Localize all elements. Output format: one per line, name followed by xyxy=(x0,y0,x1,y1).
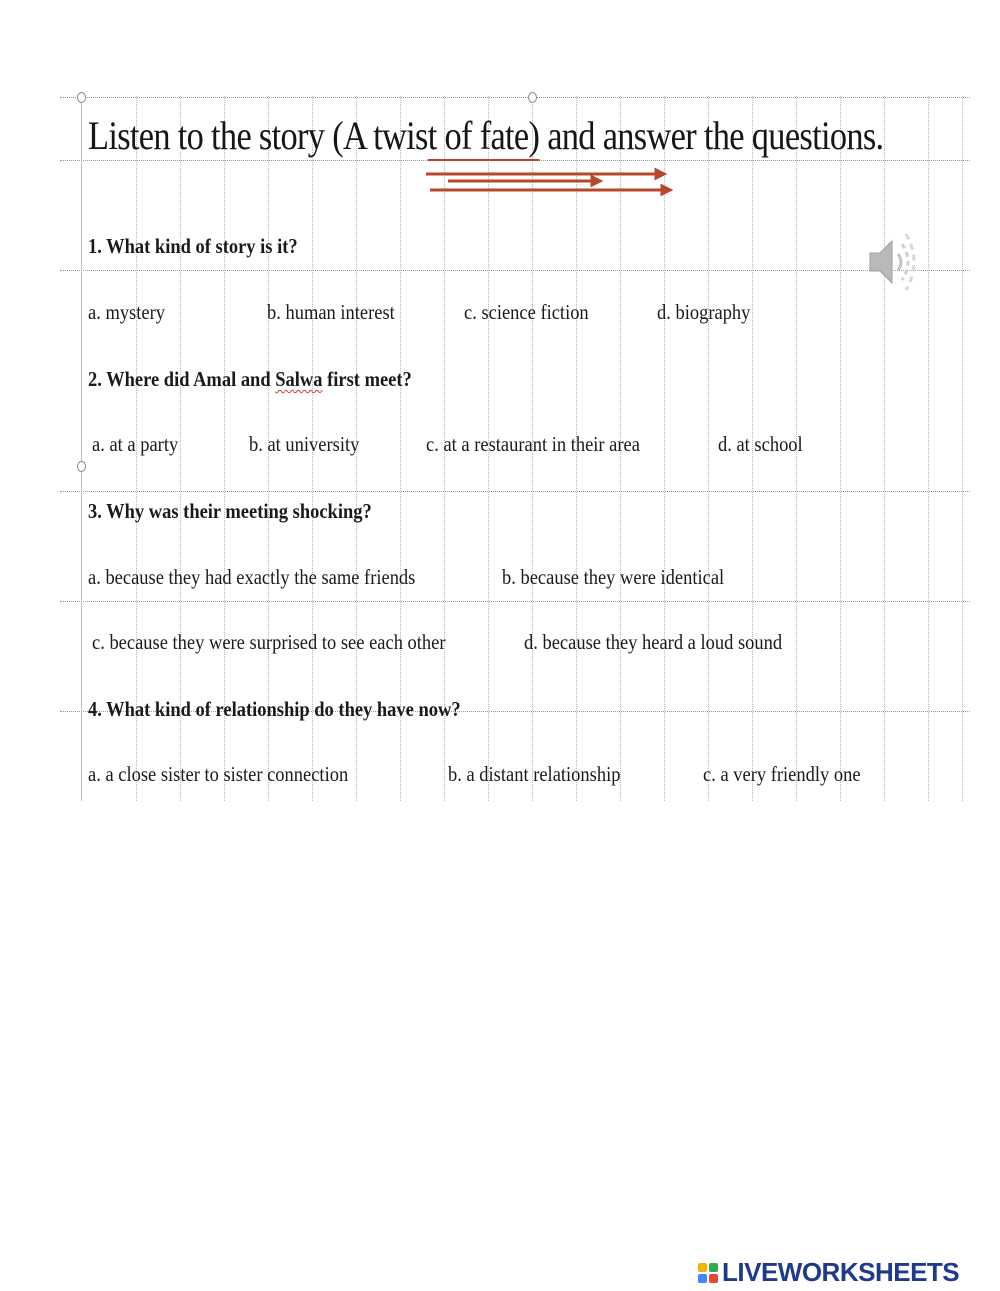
option-2c[interactable]: c. at a restaurant in their area xyxy=(426,432,640,456)
logo-square xyxy=(709,1274,718,1283)
brand-logo[interactable] xyxy=(698,1257,959,1288)
page-title xyxy=(88,112,883,159)
title-text-end: and answer the questions. xyxy=(539,113,884,158)
option-1a[interactable]: a. mystery xyxy=(88,300,165,324)
logo-square xyxy=(698,1263,707,1272)
option-4a[interactable]: a. a close sister to sister connection xyxy=(88,762,349,786)
option-3c[interactable]: c. because they were surprised to see each other xyxy=(92,630,446,654)
question-1: 1. What kind of story is it? xyxy=(88,234,298,258)
grid-line xyxy=(840,96,841,801)
grid-line xyxy=(928,96,929,801)
grid-line xyxy=(81,96,82,801)
option-3b[interactable]: b. because they were identical xyxy=(502,565,725,589)
grid-line xyxy=(180,96,181,801)
logo-square xyxy=(709,1263,718,1272)
resize-handle[interactable] xyxy=(528,92,537,103)
option-2a[interactable]: a. at a party xyxy=(92,432,179,456)
grid-line xyxy=(708,96,709,801)
speaker-icon[interactable] xyxy=(864,226,920,298)
arrow-head xyxy=(592,177,600,185)
option-4c[interactable]: c. a very friendly one xyxy=(703,762,861,786)
option-2d[interactable]: d. at school xyxy=(718,432,803,456)
option-3d[interactable]: d. because they heard a loud sound xyxy=(524,630,783,654)
spellcheck-mark: Salwa xyxy=(275,367,323,391)
grid-line xyxy=(884,96,885,801)
grid-line xyxy=(664,96,665,801)
grid-line xyxy=(60,97,970,98)
grid-line xyxy=(962,96,963,801)
question-2-text-end: first meet? xyxy=(322,367,412,391)
grid-line xyxy=(60,601,970,602)
grid-line xyxy=(400,96,401,801)
question-2 xyxy=(88,367,412,392)
option-1b[interactable]: b. human interest xyxy=(267,300,395,324)
question-3: 3. Why was their meeting shocking? xyxy=(88,499,372,523)
arrow-head xyxy=(656,170,664,178)
option-1c[interactable]: c. science fiction xyxy=(464,300,589,324)
resize-handle[interactable] xyxy=(77,461,86,472)
grid-line xyxy=(60,270,970,271)
option-1d[interactable]: d. biography xyxy=(657,300,751,324)
brand-logo-icon xyxy=(698,1263,718,1283)
grid-line xyxy=(60,491,970,492)
option-4b[interactable]: b. a distant relationship xyxy=(448,762,621,786)
logo-square xyxy=(698,1274,707,1283)
annotation-arrows xyxy=(420,166,680,198)
question-4: 4. What kind of relationship do they have now? xyxy=(88,697,461,721)
option-3a[interactable]: a. because they had exactly the same friends xyxy=(88,565,416,589)
question-2-text: 2. Where did Amal and xyxy=(88,367,276,391)
brand-name: LIVEWORKSHEETS xyxy=(722,1257,960,1287)
title-underlined-text: t of fate) xyxy=(428,113,540,161)
grid-line xyxy=(224,96,225,801)
arrow-head xyxy=(662,186,670,194)
resize-handle[interactable] xyxy=(77,92,86,103)
option-2b[interactable]: b. at university xyxy=(249,432,360,456)
title-text: Listen to the story (A twis xyxy=(88,113,428,158)
